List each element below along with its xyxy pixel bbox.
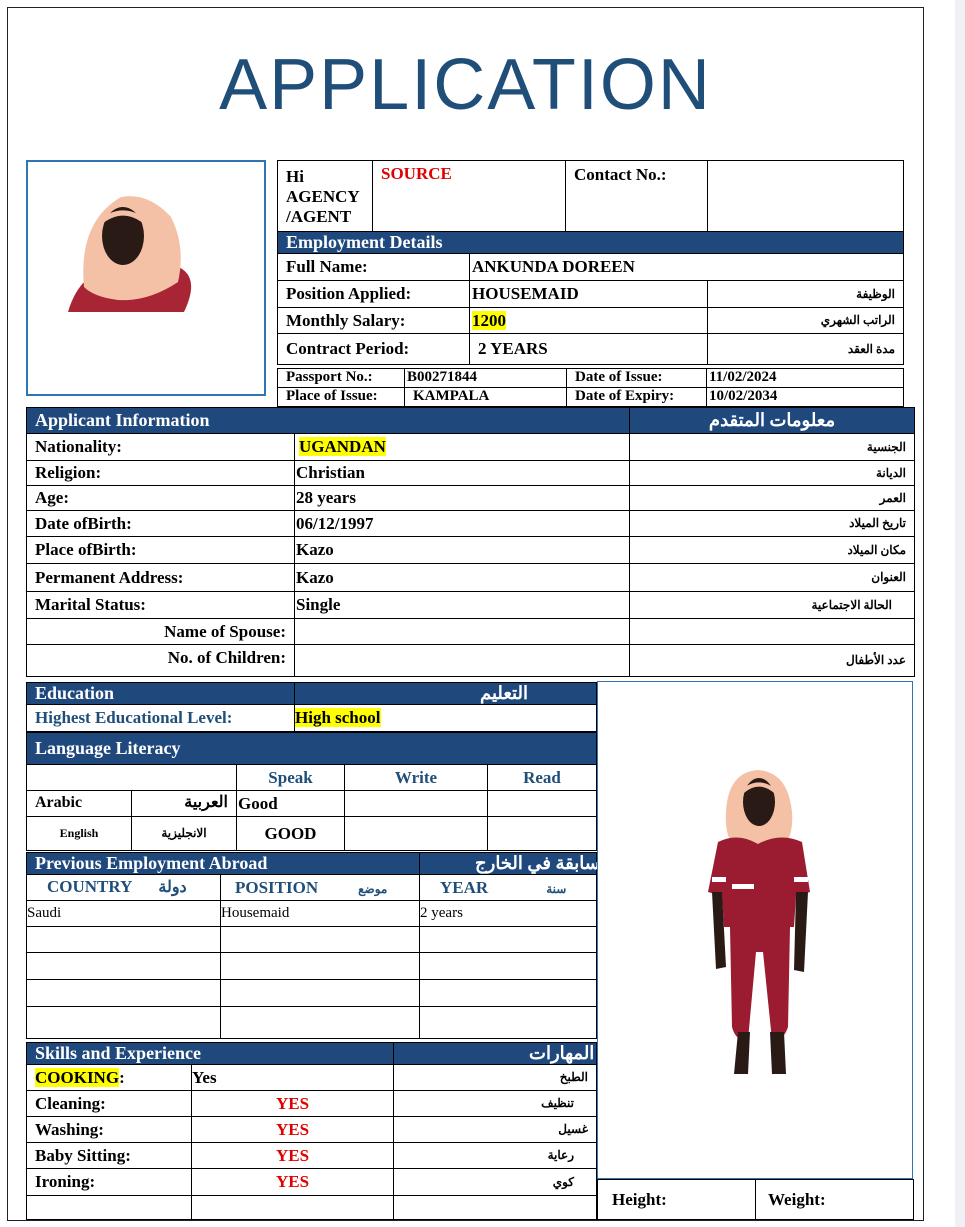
prev-empty-cell [27,1007,221,1039]
position-col-header [221,875,420,901]
scrollbar-track[interactable] [955,0,965,1227]
pob-arabic: مكان الميلاد [630,537,915,564]
skill-babysitting-label: Baby Sitting: [27,1143,192,1169]
lang-english-read [488,817,597,851]
skill-empty-cell [192,1196,394,1220]
previous-header: Previous Employment Abroad [27,853,420,875]
place-of-issue-value: KAMPALA [405,388,567,407]
speak-header: Speak [237,765,345,791]
lang-arabic-read [488,791,597,817]
place-of-issue-label: Place of Issue: [278,388,405,407]
lang-english-label: English [27,817,132,851]
lang-english-speak: GOOD [237,817,345,851]
dob-arabic: تاريخ الميلاد [630,511,915,537]
skill-washing-arabic: غسيل [394,1117,597,1143]
lang-arabic-speak: Good [237,791,345,817]
skill-ironing-value: YES [192,1169,394,1196]
address-arabic: العنوان [630,564,915,592]
pob-value: Kazo [295,537,630,564]
contract-arabic: مدة العقد [708,334,904,365]
year-col-label: YEAR [440,877,489,897]
skill-cooking-label: COOKING [35,1067,120,1087]
lang-english-ar: الانجليزية [132,817,237,851]
applicant-table [26,407,915,677]
skill-cleaning-arabic: تنظيف [394,1091,597,1117]
full-name-label: Full Name: [278,254,470,281]
applicant-fullbody-photo [597,681,913,1179]
headshot-image [28,162,264,394]
skill-ironing-label: Ironing: [27,1169,192,1196]
dob-value: 06/12/1997 [295,511,630,537]
year-col-arabic: سنة [546,881,567,896]
position-col-arabic: موضع [358,881,388,896]
education-level-value: High school [295,708,381,728]
prev-empty-cell [221,1007,420,1039]
prev-empty-cell [27,927,221,953]
skills-header-arabic: المهارات [394,1043,597,1065]
position-value: HOUSEMAID [470,281,708,308]
marital-value: Single [295,592,630,619]
expiry-date-label: Date of Expiry: [567,388,707,407]
address-value: Kazo [295,564,630,592]
prev-empty-cell [420,1007,597,1039]
prev-empty-cell [221,927,420,953]
education-table [26,682,597,732]
skill-babysitting-arabic: رعاية [394,1143,597,1169]
country-col-arabic: دولة [158,879,187,897]
skill-empty-cell [394,1196,597,1220]
skill-washing-label: Washing: [27,1117,192,1143]
prev-empty-cell [27,953,221,980]
contact-value[interactable] [708,161,904,232]
nationality-value: UGANDAN [299,437,386,457]
children-arabic: عدد الأطفال [630,645,915,677]
pob-label: Place ofBirth: [27,537,295,564]
employment-header: Employment Details [278,232,904,254]
measurements-table [597,1179,914,1220]
spouse-value [295,619,630,645]
previous-employment-table [26,852,663,1039]
prev-year-1: 2 years [420,901,597,927]
age-label: Age: [27,486,295,511]
country-col-label: COUNTRY [47,877,133,897]
language-table [26,732,597,851]
skills-header: Skills and Experience [27,1043,394,1065]
lang-arabic-write [345,791,488,817]
passport-no-label: Passport No.: [278,369,405,388]
full-name-value: ANKUNDA DOREEN [470,254,904,281]
source-label: SOURCE [373,161,566,232]
dob-label: Date ofBirth: [27,511,295,537]
previous-header-arabic: الخبرة السابقة في الخارج [420,853,597,875]
year-col-header [420,875,597,901]
education-header: Education [27,683,295,705]
skills-table: Skills and Experience المهارات COOKING: Yes الطبخ Cleaning: YES تنظيف Washing: YES غسيل Baby Sitting: YES رعاية Ironing: YES كوي [26,1042,597,1220]
skill-empty-cell [27,1196,192,1220]
fullbody-image [598,682,912,1178]
children-value [295,645,630,677]
applicant-header-arabic: معلومات المتقدم [630,408,915,434]
prev-empty-cell [420,927,597,953]
position-label: Position Applied: [278,281,470,308]
prev-empty-cell [27,980,221,1007]
applicant-header: Applicant Information [27,408,630,434]
religion-label: Religion: [27,461,295,486]
position-arabic: الوظيفة [708,281,904,308]
skill-cooking-value: Yes [192,1065,394,1091]
contract-label: Contract Period: [278,334,470,365]
lang-english-write [345,817,488,851]
employment-table [277,231,904,365]
education-header-arabic: التعليم [295,683,597,705]
nationality-arabic: الجنسية [630,434,915,461]
language-header: Language Literacy [27,733,597,765]
age-arabic: العمر [630,486,915,511]
spouse-arabic [630,619,915,645]
salary-value: 1200 [472,310,506,330]
children-label: No. of Children: [27,645,295,677]
passport-table [277,368,904,407]
skill-cooking-arabic: الطبخ [394,1065,597,1091]
prev-country-1: Saudi [27,901,221,927]
marital-arabic: الحالة الاجتماعية [630,592,915,619]
prev-empty-cell [420,980,597,1007]
nationality-label: Nationality: [27,434,295,461]
salary-arabic: الراتب الشهري [708,308,904,334]
issue-date-value: 11/02/2024 [707,369,904,388]
expiry-date-value: 10/02/2034 [707,388,904,407]
skill-cleaning-label: Cleaning: [27,1091,192,1117]
language-blank-header [27,765,237,791]
age-value: 28 years [295,486,630,511]
height-label: Height: [598,1180,756,1220]
contract-value: 2 YEARS [470,334,708,365]
skill-cleaning-value: YES [192,1091,394,1117]
religion-value: Christian [295,461,630,486]
salary-label: Monthly Salary: [278,308,470,334]
skill-washing-value: YES [192,1117,394,1143]
prev-empty-cell [221,953,420,980]
write-header: Write [345,765,488,791]
prev-empty-cell [420,953,597,980]
position-col-label: POSITION [235,877,319,897]
spouse-label: Name of Spouse: [27,619,295,645]
lang-arabic-ar: العربية [132,791,237,817]
country-col-header [27,875,221,901]
education-level-label: Highest Educational Level: [27,705,295,732]
lang-arabic-label: Arabic [27,791,132,817]
address-label: Permanent Address: [27,564,295,592]
prev-empty-cell [221,980,420,1007]
skill-babysitting-value: YES [192,1143,394,1169]
weight-label: Weight: [756,1180,914,1220]
page-title: APPLICATION [219,45,712,125]
religion-arabic: الديانة [630,461,915,486]
prev-position-1: Housemaid [221,901,420,927]
skill-ironing-arabic: كوي [394,1169,597,1196]
contact-label: Contact No.: [566,161,708,232]
agency-table [277,160,904,232]
agency-label: Hi AGENCY /AGENT [278,161,373,232]
passport-no-value: B00271844 [405,369,567,388]
marital-label: Marital Status: [27,592,295,619]
issue-date-label: Date of Issue: [567,369,707,388]
read-header: Read [488,765,597,791]
applicant-headshot [26,160,266,396]
